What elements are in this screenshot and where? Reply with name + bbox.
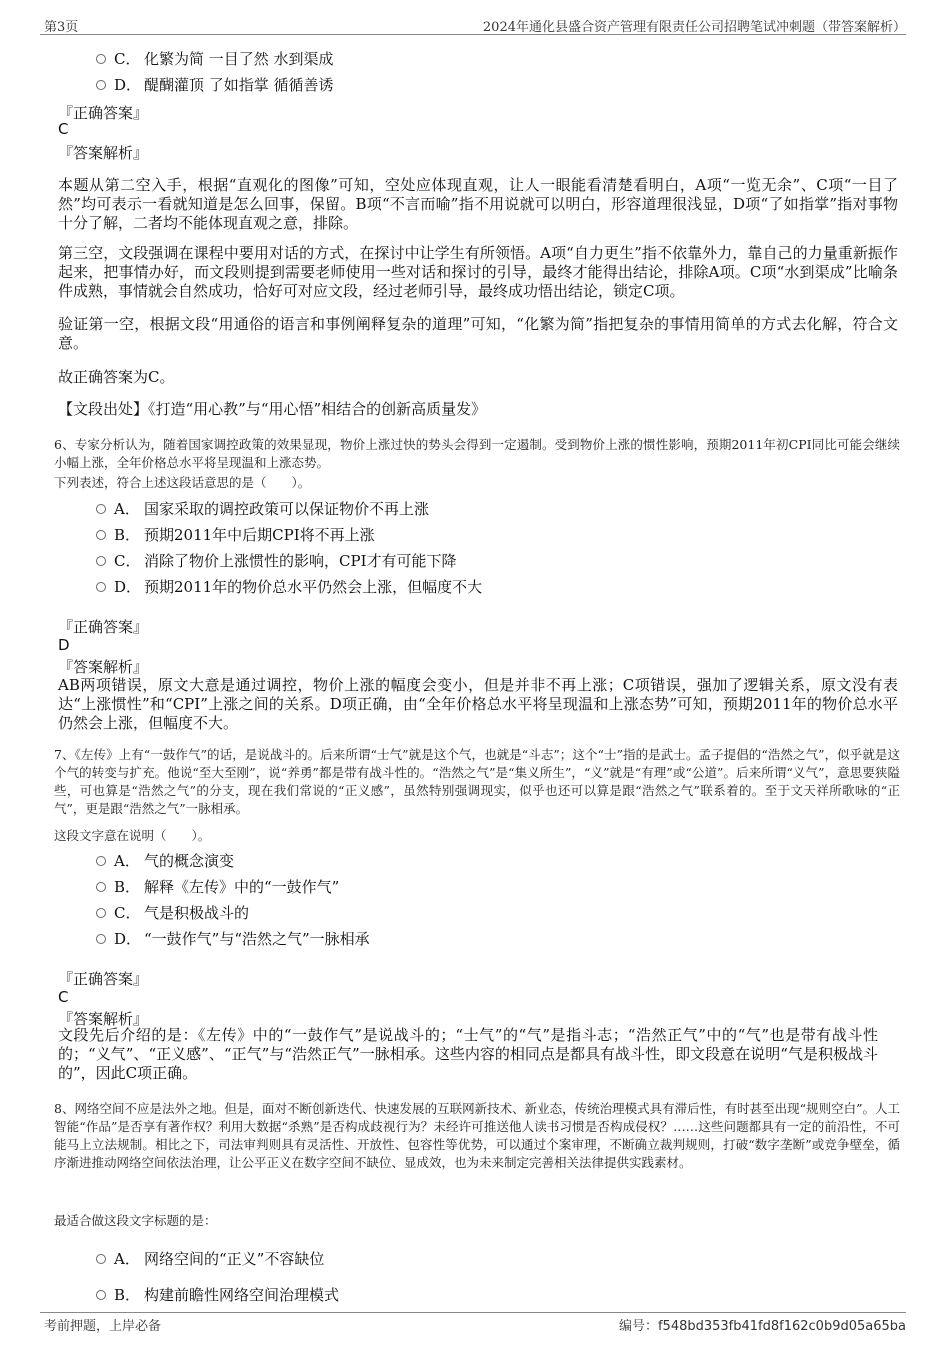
analysis-paragraph: 验证第一空，根据文段“用通俗的语言和事例阐释复杂的道理”可知，“化繁为简”指把复杂的事情用简单的方式去化解，符合文意。	[58, 315, 898, 352]
analysis-label: 『答案解析』	[58, 658, 149, 676]
analysis-label: 『答案解析』	[58, 1010, 149, 1028]
answer-value: C	[58, 988, 69, 1006]
serial-number: 编号：f548bd353fb41fd8f162c0b9d05a65ba	[618, 1319, 906, 1334]
radio-icon[interactable]	[96, 530, 106, 540]
answer-label: 『正确答案』	[58, 618, 149, 636]
option-7c[interactable]: C． 气是积极战斗的	[96, 902, 249, 922]
analysis-paragraph: 文段先后介绍的是：《左传》中的“一鼓作气”是说战斗的；“士气”的“气”是指斗志；“浩然正气”中的“气”也是带有战斗性的；“义气”、“正义感”、“正气”与“浩然正气”一脉相承。这些内容的相同点是都具有战斗性，即文段意在说明“气是积极战斗的”，因此C项正确。	[58, 1026, 878, 1082]
footer-slogan: 考前押题，上岸必备	[44, 1319, 162, 1334]
document-title: 2024年通化县盛合资产管理有限责任公司招聘笔试冲刺题（带答案解析）	[482, 20, 906, 35]
answer-label: 『正确答案』	[58, 970, 149, 988]
question-6-stem: 6、专家分析认为，随着国家调控政策的效果显现，物价上涨过快的势头会得到一定遏制。受到物价上涨的惯性影响，预期2011年初CPI同比可能会继续小幅上涨，全年价格总水平将呈现温和上涨态势。	[54, 437, 900, 470]
question-7-prompt: 这段文字意在说明（ ）。	[54, 828, 211, 843]
option-6a[interactable]: A． 国家采取的调控政策可以保证物价不再上涨	[96, 498, 429, 518]
page-number: 第3页	[44, 20, 79, 35]
answer-label: 『正确答案』	[58, 104, 149, 122]
question-8-prompt: 最适合做这段文字标题的是：	[54, 1213, 217, 1228]
answer-value: C	[58, 120, 69, 138]
radio-icon[interactable]	[96, 908, 106, 918]
option-7b[interactable]: B． 解释《左传》中的“一鼓作气”	[96, 876, 339, 896]
analysis-paragraph: 本题从第二空入手，根据“直观化的图像”可知，空处应体现直观，让人一眼能看清楚看明白，A项“一览无余”、C项“一目了然”均可表示一看就知道是怎么回事，保留。B项“不言而喻”指不用说就可以明白，形容道理很浅显，D项“了如指掌”指对事物十分了解，二者均不能体现直观之意，排除。	[58, 176, 898, 232]
radio-icon[interactable]	[96, 504, 106, 514]
option-6d[interactable]: D． 预期2011年的物价总水平仍然会上涨，但幅度不大	[96, 576, 482, 596]
analysis-paragraph: 故正确答案为C。	[58, 368, 175, 386]
question-8-stem: 8、网络空间不应是法外之地。但是，面对不断创新迭代、快速发展的互联网新技术、新业态，传统治理模式具有滞后性，有时甚至出现“规则空白”。人工智能“作品”是否享有著作权？利用大数据“杀熟”是否构成歧视行为？未经许可推送他人读书习惯是否构成侵权？……这些问题都具有一定的前沿性，不可能马上立法规制。相比之下，司法审判则具有灵活性、开放性、包容性等优势，可以通过个案审理，不断确立裁判规则，打破“数字垄断”或竞争壁垒，循序渐进推动网络空间依法治理，让公平正义在数字空间不缺位、显成效，也为未来制定完善相关法律提供实践素材。	[54, 1101, 900, 1170]
radio-icon[interactable]	[96, 882, 106, 892]
option-8a[interactable]: A． 网络空间的“正义”不容缺位	[96, 1248, 324, 1268]
option-8b[interactable]: B． 构建前瞻性网络空间治理模式	[96, 1284, 339, 1304]
option-7a[interactable]: A． 气的概念演变	[96, 850, 234, 870]
question-7-stem: 7、《左传》上有“一鼓作气”的话，是说战斗的。后来所谓“士气”就是这个气，也就是“斗志”；这个“士”指的是武士。孟子提倡的“浩然之气”，似乎就是这个气的转变与扩充。他说“至大至刚”，说“养勇”都是带有战斗性的。“浩然之气”是“集义所生”，“义”就是“有理”或“公道”。后来所谓“义气”，意思要狭隘些，可也算是“浩然之气”的分支，现在我们常说的“正义感”，虽然特别强调现实，似乎也还可以算是跟“浩然之气”联系着的。至于文天祥所歌咏的“正气”，更是跟“浩然之气”一脉相承。	[54, 747, 900, 816]
radio-icon[interactable]	[96, 1290, 106, 1300]
radio-icon[interactable]	[96, 582, 106, 592]
option-7d[interactable]: D． “一鼓作气”与“浩然之气”一脉相承	[96, 928, 370, 948]
option-6b[interactable]: B． 预期2011年中后期CPI将不再上涨	[96, 524, 375, 544]
page-footer	[40, 1312, 906, 1337]
radio-icon[interactable]	[96, 80, 106, 90]
question-6-prompt: 下列表述，符合上述这段话意思的是（ ）。	[54, 475, 311, 490]
answer-value: D	[58, 636, 70, 654]
page-header	[40, 14, 906, 35]
radio-icon[interactable]	[96, 556, 106, 566]
option-6c[interactable]: C． 消除了物价上涨惯性的影响，CPI才有可能下降	[96, 550, 457, 570]
analysis-paragraph: 第三空，文段强调在课程中要用对话的方式，在探讨中让学生有所领悟。A项“自力更生”指不依靠外力，靠自己的力量重新振作起来，把事情办好，而文段则提到需要老师使用一些对话和探讨的引导，最终才能得出结论，排除A项。C项“水到渠成”比喻条件成熟，事情就会自然成功，恰好可对应文段，经过老师引导，最终成功悟出结论，锁定C项。	[58, 244, 898, 300]
option-5c[interactable]: C． 化繁为简 一目了然 水到渠成	[96, 48, 334, 68]
radio-icon[interactable]	[96, 934, 106, 944]
source-citation: 【文段出处】《打造“用心教”与“用心悟”相结合的创新高质量发》	[58, 400, 487, 418]
radio-icon[interactable]	[96, 1254, 106, 1264]
radio-icon[interactable]	[96, 54, 106, 64]
analysis-label: 『答案解析』	[58, 144, 149, 162]
radio-icon[interactable]	[96, 856, 106, 866]
option-5d[interactable]: D． 醍醐灌顶 了如指掌 循循善诱	[96, 74, 334, 94]
analysis-paragraph: AB两项错误，原文大意是通过调控，物价上涨的幅度会变小，但是并非不再上涨；C项错误，强加了逻辑关系，原文没有表达“上涨惯性”和“CPI”上涨之间的关系。D项正确，由“全年价格总水平将呈现温和上涨态势”可知，预期2011年的物价总水平仍然会上涨，但幅度不大。	[58, 676, 898, 732]
